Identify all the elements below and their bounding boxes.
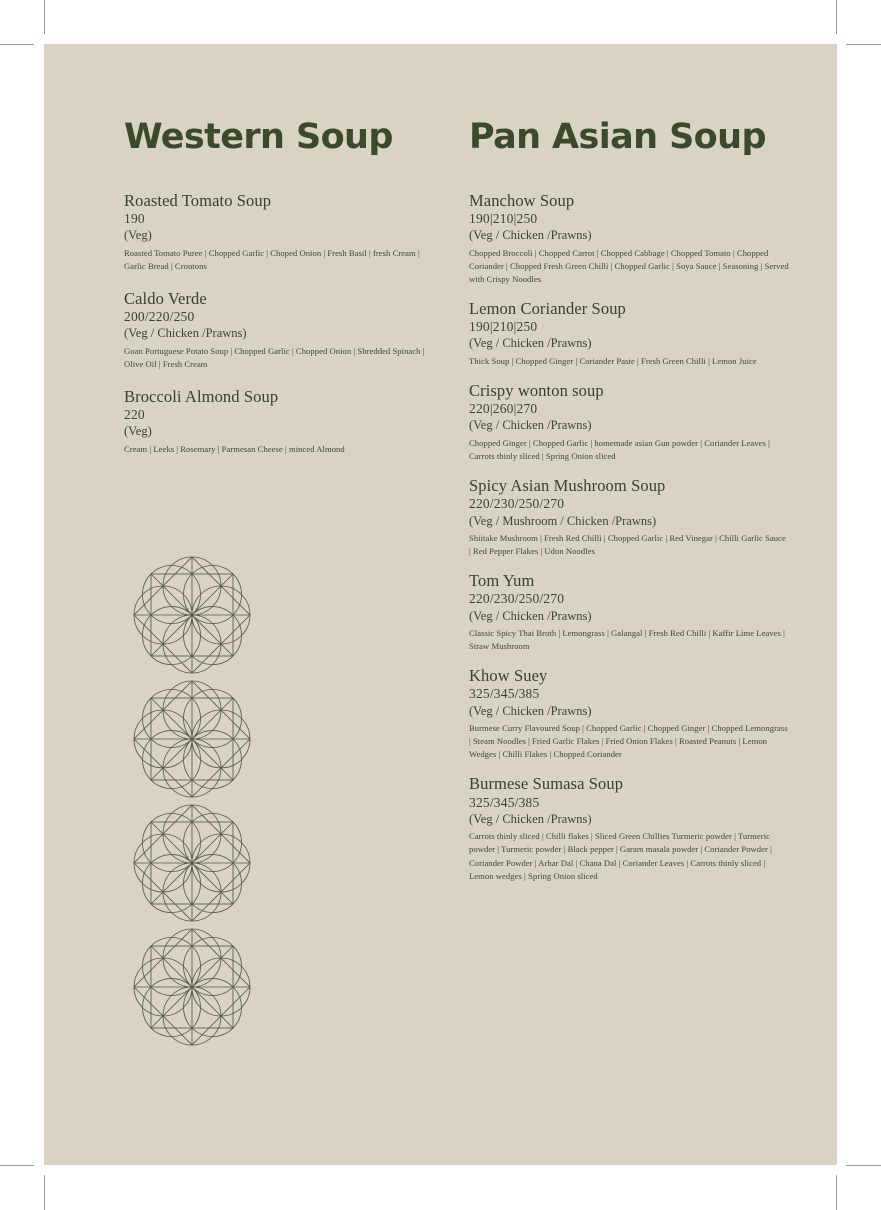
item-name: Spicy Asian Mushroom Soup: [469, 476, 666, 496]
menu-item: [469, 191, 789, 286]
item-name: Tom Yum: [469, 571, 535, 591]
item-ingredients: Goan Portuguese Potato Soup | Chopped Garlic | Chopped Onion | Shredded Spinach | Olive Oil | Fresh Cream: [124, 346, 425, 370]
item-price: 220/230/250/270: [469, 591, 565, 607]
item-name: Caldo Verde: [124, 289, 207, 309]
item-variants: (Veg): [124, 424, 152, 439]
item-variants: (Veg / Chicken /Prawns): [469, 608, 592, 623]
item-ingredients: Thick Soup | Chopped Ginger | Coriander Paste | Fresh Green Chilli | Lemon Juice: [469, 356, 757, 367]
menu-item: [469, 571, 789, 653]
item-variants: (Veg): [124, 228, 152, 243]
item-name: Manchow Soup: [469, 191, 575, 210]
item-name: Broccoli Almond Soup: [124, 387, 279, 407]
item-variants: (Veg / Chicken /Prawns): [469, 418, 592, 433]
item-ingredients: Classic Spicy Thai Broth | Lemongrass | Galangal | Fresh Red Chilli | Kaffir Lime Leaves | Straw Mushroom: [469, 628, 785, 652]
crop-mark-top-right-vertical: [836, 0, 837, 34]
item-price: 325/345/385: [469, 686, 540, 702]
item-variants: (Veg / Chicken /Prawns): [469, 336, 592, 351]
item-name: Burmese Sumasa Soup: [469, 774, 624, 794]
item-name: Khow Suey: [469, 666, 548, 686]
item-price: 190|210|250: [469, 319, 538, 335]
item-ingredients: Shiitake Mushroom | Fresh Red Chilli | Chopped Garlic | Red Vinegar | Chilli Garlic Sauce | Red Pepper Flakes | Udon Noodles: [469, 533, 786, 557]
floral-rosette-divider-icon: [132, 555, 252, 1055]
crop-mark-top-left-horizontal: [0, 44, 34, 45]
item-price: 200/220/250: [124, 309, 195, 325]
item-price: 220: [124, 407, 145, 423]
item-variants: (Veg / Chicken /Prawns): [469, 228, 592, 243]
item-variants: (Veg / Chicken /Prawns): [124, 326, 247, 341]
item-price: 325/345/385: [469, 794, 540, 810]
item-variants: (Veg / Chicken /Prawns): [469, 811, 592, 826]
menu-item: [124, 191, 434, 273]
item-ingredients: Burmese Curry Flavoured Soup | Chopped Garlic | Chopped Ginger | Chopped Lemongrass | Steam Noodles | Fried Garlic Flakes | Fried Onion Flakes | Roasted Peanuts | Lemon Wedges | Chilli Flakes | Chopped Coriander: [469, 723, 788, 760]
item-ingredients: Cream | Leeks | Rosemary | Parmesan Cheese | minced Almond: [124, 444, 345, 455]
item-ingredients: Chopped Broccoli | Chopped Carrot | Chopped Cabbage | Chopped Tomato | Chopped Coriander | Chopped Fresh Green Chilli | Chopped Garlic | Soya Sauce | Seasoning | Served with Crispy Noodles: [469, 247, 789, 285]
section-heading-pan-asian: Pan Asian Soup: [469, 117, 766, 157]
section-heading-western: Western Soup: [124, 117, 393, 157]
menu-item: [469, 666, 789, 761]
crop-mark-bottom-right-vertical: [836, 1175, 837, 1210]
item-name: Crispy wonton soup: [469, 381, 604, 401]
menu-column-pan-asian: [469, 117, 789, 896]
menu-item: [469, 774, 789, 882]
item-ingredients: Carrots thinly sliced | Chilli flakes | Sliced Green Chillies Turmeric powder | Turmeric powder | Turmeric powder | Black pepper | Garam masala powder | Coriander Powder | Coriander Powder | Arhar Dal | Chana Dal | Coriander Leaves | Carrots thinly sliced | Lemon wedges | Spring Onion sliced: [469, 831, 772, 881]
menu-item: [469, 476, 789, 558]
item-ingredients: Chopped Ginger | Chopped Garlic | homemade asian Gun powder | Coriander Leaves | Carrots thinly sliced | Spring Onion sliced: [469, 438, 770, 462]
menu-page: [44, 44, 837, 1165]
menu-item: [124, 289, 434, 371]
item-ingredients: Roasted Tomato Puree | Chopped Garlic | Choped Onion | Fresh Basil | fresh Cream | Garlic Bread | Croutons: [124, 247, 420, 271]
crop-mark-bottom-right-horizontal: [846, 1165, 881, 1166]
menu-item: [124, 387, 434, 456]
crop-mark-top-left-vertical: [44, 0, 45, 34]
menu-column-western: [124, 117, 434, 472]
item-price: 190: [124, 211, 145, 227]
item-name: Lemon Coriander Soup: [469, 299, 626, 319]
crop-mark-bottom-left-horizontal: [0, 1165, 34, 1166]
item-price: 220/230/250/270: [469, 496, 565, 512]
menu-item: [469, 299, 789, 368]
item-price: 190|210|250: [469, 211, 538, 227]
item-price: 220|260|270: [469, 401, 538, 417]
item-variants: (Veg / Mushroom / Chicken /Prawns): [469, 513, 657, 528]
item-name: Roasted Tomato Soup: [124, 191, 272, 210]
menu-item: [469, 381, 789, 463]
item-variants: (Veg / Chicken /Prawns): [469, 703, 592, 718]
crop-mark-bottom-left-vertical: [44, 1175, 45, 1210]
crop-mark-top-right-horizontal: [846, 44, 881, 45]
